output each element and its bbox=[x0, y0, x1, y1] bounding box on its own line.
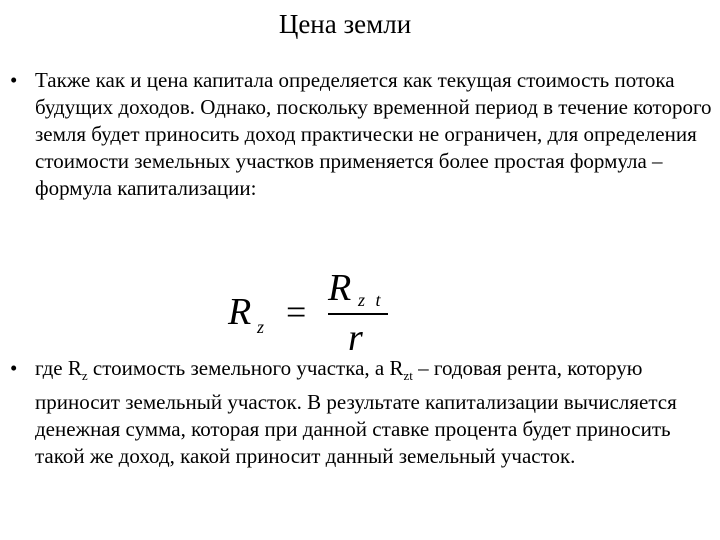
formula-lhs: R bbox=[228, 291, 252, 333]
bullet-2-subscript-zt: zt bbox=[403, 368, 413, 384]
bullet-2-text-part-2: стоимость земельного участка, а R bbox=[87, 356, 404, 380]
formula-fraction-bar bbox=[328, 313, 388, 315]
bullet-2-text-part-3: – годовая рента, которую приносит земельный участок. В результате капитализации вычисляется денежная сумма, которая при данной ставке процента будет приносить такой же доход, какой приносит данный земельный участок. bbox=[35, 356, 677, 469]
bullet-text-2 bbox=[35, 355, 715, 470]
bullet-item-1 bbox=[10, 67, 715, 202]
formula-numerator-subscript: z t bbox=[358, 290, 384, 310]
capitalization-formula bbox=[228, 268, 398, 358]
bullet-marker: • bbox=[10, 68, 18, 92]
bullet-item-2 bbox=[10, 355, 715, 470]
slide-title: Цена земли bbox=[278, 9, 412, 39]
bullet-text-1: Также как и цена капитала определяется как текущая стоимость потока будущих доходов. Однако, поскольку временной период в течение которого земля будет приносить доход практически не ограничен, для определения стоимости земельных участков применяется более простая формула – формула капитализации: bbox=[35, 68, 712, 200]
formula-equals-sign: = bbox=[286, 292, 307, 332]
bullet-marker: • bbox=[10, 356, 18, 380]
formula-numerator: R bbox=[328, 267, 352, 309]
formula-denominator: r bbox=[348, 317, 363, 359]
bullet-2-text-part-1: где R bbox=[35, 356, 82, 380]
formula-lhs-subscript: z bbox=[257, 317, 265, 337]
bullet-2-subscript-z: z bbox=[81, 368, 88, 384]
